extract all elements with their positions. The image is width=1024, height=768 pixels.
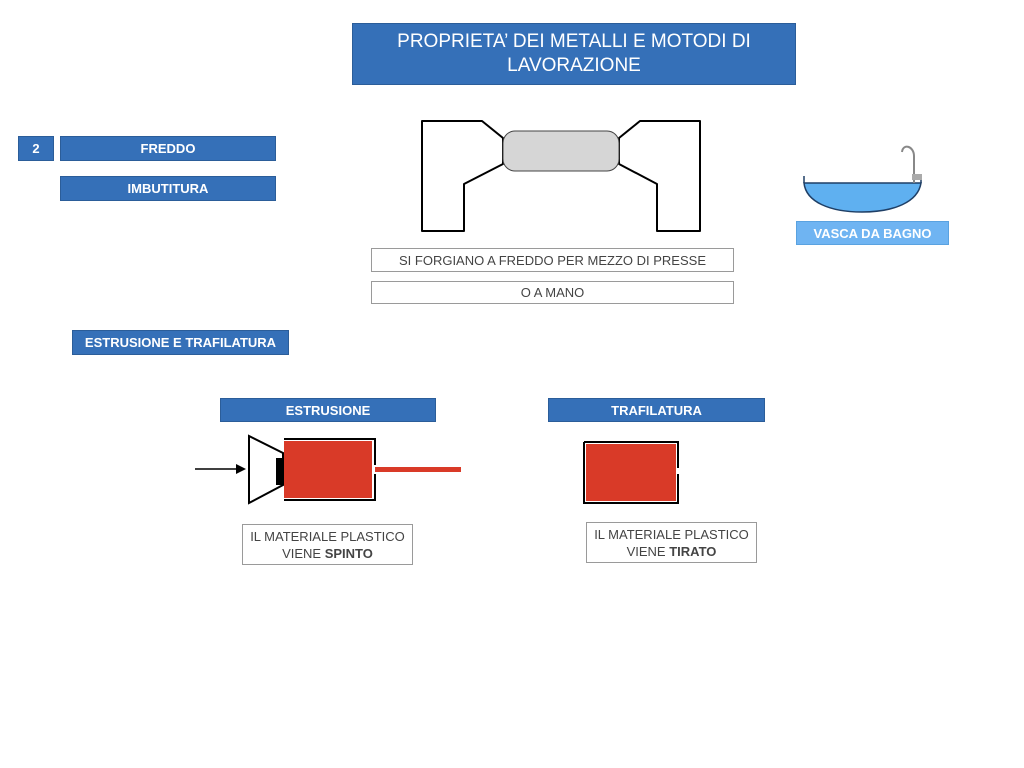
extrusion-illustration [195, 436, 461, 503]
extruded-rod [375, 467, 461, 472]
drawing-caption-prefix: VIENE [626, 543, 670, 559]
extrusion-drawing-section-label: ESTRUSIONE E TRAFILATURA [72, 330, 289, 355]
forging-hand-box: O A MANO [371, 281, 734, 304]
page-title: PROPRIETA’ DEI METALLI E MOTODI DI LAVORAZIONE [352, 23, 796, 85]
forging-description-box: SI FORGIANO A FREDDO PER MEZZO DI PRESSE [371, 248, 734, 272]
press-blank [503, 131, 619, 171]
drawing-caption-line1: IL MATERIALE PLASTICO [594, 526, 749, 542]
bathtub-icon [804, 147, 922, 212]
press-die-right [619, 121, 700, 231]
drawing-label: TRAFILATURA [548, 398, 765, 422]
extrusion-ram-plate [276, 458, 284, 485]
drawing-caption-bold: TIRATO [669, 543, 717, 559]
drawing-material [586, 444, 676, 501]
section-number-badge: 2 [18, 136, 54, 161]
bathtub-label: VASCA DA BAGNO [796, 221, 949, 245]
extrusion-label: ESTRUSIONE [220, 398, 436, 422]
press-die-left [422, 121, 503, 231]
extrusion-caption-prefix: VIENE [282, 545, 325, 561]
press-illustration [422, 121, 700, 231]
extrusion-material [284, 441, 372, 498]
imbutitura-label: IMBUTITURA [60, 176, 276, 201]
freddo-label: FREDDO [60, 136, 276, 161]
drawing-illustration [584, 442, 678, 503]
extrusion-caption-bold: SPINTO [324, 545, 373, 561]
extrusion-caption-line1: IL MATERIALE PLASTICO [250, 528, 405, 544]
bathtub-basin [804, 183, 921, 212]
push-arrow-head [236, 464, 246, 474]
